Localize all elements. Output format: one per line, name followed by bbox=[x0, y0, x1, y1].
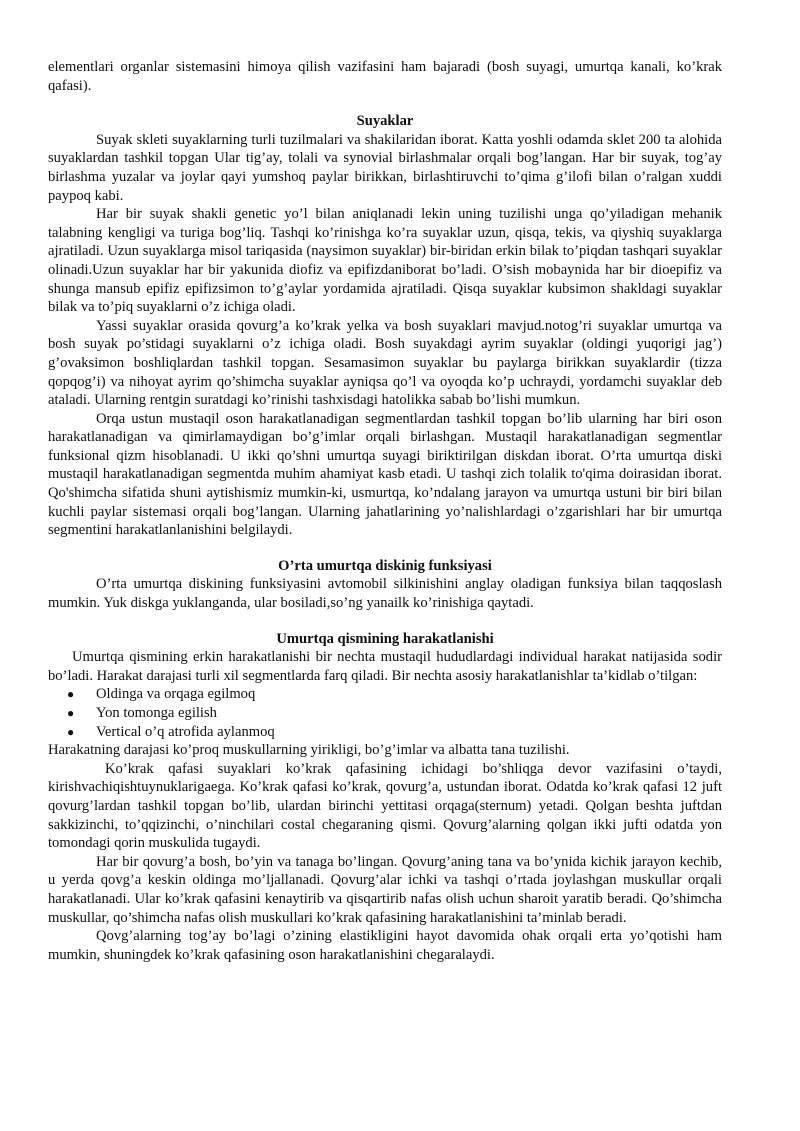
list-item bbox=[48, 704, 722, 723]
bullet-icon: ● bbox=[67, 706, 75, 720]
list-item-text: Vertical o’q atrofida aylanmoq bbox=[96, 723, 275, 740]
movement-list bbox=[48, 685, 722, 741]
section-heading-disk-function: O’rta umurtqa diskinig funksiyasi bbox=[278, 557, 492, 574]
list-item bbox=[48, 685, 722, 704]
paragraph: Harakatning darajasi ko’proq muskullarning yirikligi, bo’g’imlar va albatta tana tuzilishi. bbox=[48, 742, 570, 759]
paragraph: Har bir qovurg’a bosh, bo’yin va tanaga bo’lingan. Qovurg’aning tana va bo’ynida kichik jarayon kechib, u yerda qovg’a keskin oldinga mo’ljallanadi. Qovurg’alar ichki va tashqi o’rtada joylashgan muskullar orqali harakatlanadi. Ular ko’krak qafasini kenaytirib va qisqartirib nafas olish uchun sharoit yaratib beradi. Qo’shimcha muskullar, qo’shimcha nafas olish muskullari ko’krak qafasining harakatlanishini ta’minlab beradi. bbox=[48, 853, 722, 926]
paragraph: Orqa ustun mustaqil oson harakatlanadigan segmentlardan tashkil topgan bo’lib ularning har biri oson harakatlanadigan va qimirlamaydigan bo’g’imlar orqali birlashgan. Mustaqil harakatlanadigan segmentlar funksional qizm hisoblanadi. U ikki qo’shni umurtqa suyagi biriktirilgan diskdan iborat. O’rta umurtqa diski mustaqil harakatlanadigan segmentda muhim ahamiyat kasb etadi. U tashqi zich tolalik to'qima doirasidan iborat. Qo'shimcha sifatida shuni aytishismiz mumkin-ki, usmurtqa, ko’ndalang jarayon va umurtqa ustuni bir biri bilan kuchli paylar sistemasi orqali bog’langan. Ularning jahatlarining yo’nalishlardagi o’zgarishlari har bir umurtqa segmentini harakatlanlanishini belgilaydi. bbox=[48, 410, 722, 539]
section-heading-spine-movement: Umurtqa qismining harakatlanishi bbox=[276, 630, 494, 647]
paragraph: Umurtqa qismining erkin harakatlanishi bir nechta mustaqil hududlardagi individual harakat natijasida sodir bo’ladi. Harakat darajasi turli xil segmentlarda farq qiladi. Bir nechta asosiy harakatlanishlar ta’kidlab o’tilgan: bbox=[48, 649, 722, 684]
bullet-icon: ● bbox=[67, 687, 75, 702]
bullet-icon: ● bbox=[67, 724, 75, 739]
paragraph: Ko’krak qafasi suyaklari ko’krak qafasining ichidagi bo’shliqga devor vazifasini o’taydi, kirishvachiqishtuynuklarigaega. Ko’krak qafasi ko’krak, qovurg’a, ustundan iborat. Odatda ko’krak qafasi 12 juft qovurg’lardan tashkil topgan bo’lib, ulardan birinchi yettitasi orqaga(sternum) yetadi. Qolgan beshta juftdan sakkizinchi, to’qqizinchi, o’ninchilari costal chegaraning qismi. Qovurg’alarning qolgan ikki jufti odatda yon tomondagi qorin muskulida tugaydi. bbox=[48, 760, 722, 852]
paragraph: Har bir suyak shakli genetic yo’l bilan aniqlanadi lekin uning tuzilishi unga qo’yiladigan mehanik talabning kengligi va turiga bog’liq. Tashqi ko’rinishga ko’ra suyaklar uzun, qisqa, tekis, va qiyshiq suyaklarga ajratiladi. Uzun suyaklarga misol tariqasida (naysimon suyaklar) bir-biridan erkin bilak to’piqdan tashqari suyaklar olinadi.Uzun suyaklar har bir yakunida diofiz va epifizdaniborat bo’ladi. O’sish mobaynida har bir dioepifiz va shunga mansub epifiz epifizsimon to’g’aylar yordamida ajratiladi. Qisqa suyaklar kubsimon shakldagi suyaklar bilak va to’piq suyaklarni o’z ichiga oladi. bbox=[48, 206, 722, 316]
document-body bbox=[48, 58, 722, 964]
list-item-text: Yon tomonga egilish bbox=[96, 705, 217, 721]
intro-paragraph: elementlari organlar sistemasini himoya qilish vazifasini ham bajaradi (bosh suyagi, umurtqa kanali, ko’krak qafasi). bbox=[48, 59, 722, 94]
list-item-text: Oldinga va orqaga egilmoq bbox=[96, 686, 256, 703]
paragraph: O’rta umurtqa diskining funksiyasini avtomobil silkinishini anglay oladigan funksiya bilan taqqoslash mumkin. Yuk diskga yuklanganda, ular bosiladi,so’ng yanailk ko’rinishiga qaytadi. bbox=[48, 576, 722, 612]
list-item bbox=[48, 723, 722, 742]
paragraph: Qovg’alarning tog’ay bo’lagi o’zining elastikligini hayot davomida ohak orqali erta yo’qotishi ham mumkin, shuningdek ko’krak qafasining oson harakatlanishini chegaralaydi. bbox=[48, 928, 722, 963]
paragraph: Suyak skleti suyaklarning turli tuzilmalari va shakilaridan iborat. Katta yoshli odamda sklet 200 ta alohida suyaklardan tashkil topgan Ular tig’ay, tolali va synovial birlashmalar orqali bog’langan. Har bir suyak, tog’ay birlashma yuzalar va joylar qayi yumshoq paylar birikkan, birlashtiruvchi to’qima g’ilofi bilan o’ralgan xuddi paypoq kabi. bbox=[48, 131, 722, 204]
paragraph: Yassi suyaklar orasida qovurg’a ko’krak yelka va bosh suyaklari mavjud.notog’ri suyaklar umurtqa va bosh suyak po’stidagi suyaklarni o’z ichiga oladi. Bosh suyakdagi ayrim suyaklar (oldingi yuqorigi jag’) g’ovaksimon boshliqlardan tashkil topgan. Sesamasimon suyaklar bu paylarga birikkan suyaklardir (tizza qopqog’i) va nihoyat ayrim qo’shimcha suyaklar ayniqsa qo’l va oyoqda ko’p uchraydi, yordamchi suyaklar deb ataladi. Ularning rentgin suratdagi ko’rinishi tashxisdagi hatolikka sabab bo’lishi mumkun. bbox=[48, 317, 722, 409]
section-heading-suyaklar: Suyaklar bbox=[356, 113, 414, 130]
